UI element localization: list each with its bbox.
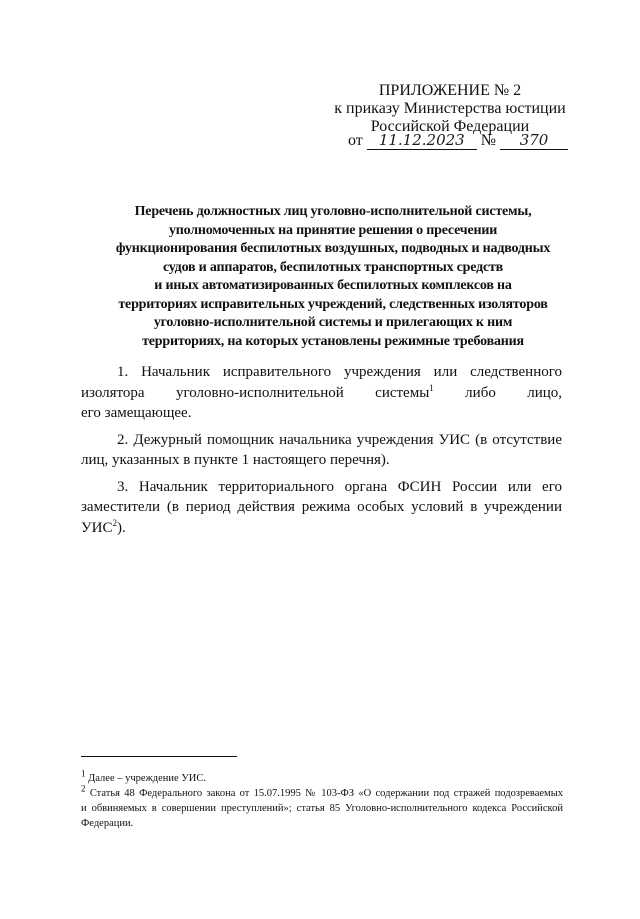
title-line: и иных автоматизированных беспилотных комплексов на — [154, 278, 512, 293]
footnote-ref-1: 1 — [429, 382, 434, 393]
order-date-number-line — [348, 131, 568, 150]
title-line: территориях исправительных учреждений, следственных изоляторов — [118, 296, 548, 312]
item-3-line-3-tail: ). — [116, 519, 126, 536]
appendix-header — [320, 82, 580, 136]
title-line: судов и аппаратов, беспилотных транспортных средств — [162, 259, 504, 275]
title-line: уполномоченных на принятие решения о пресечении — [168, 222, 498, 238]
item-3-line-1: 3. Начальник территориального органа ФСИН России или его — [117, 478, 562, 495]
date-prefix: от — [348, 132, 363, 149]
footnote-2-text-1: Статья 48 Федерального закона от 15.07.1995 № 103-ФЗ «О содержании под стражей подозреваемых — [85, 788, 563, 799]
footnote-divider — [81, 756, 237, 757]
handwritten-date: 11.12.2023 — [367, 131, 477, 150]
footnote-2-line-3: Федерации. — [81, 818, 134, 829]
handwritten-number: 370 — [500, 131, 568, 150]
item-1-line-2 — [81, 383, 562, 404]
item-2-line-1: 2. Дежурный помощник начальника учреждения УИС (в отсутствие — [117, 431, 562, 448]
item-2-line-2: лиц, указанных в пункте 1 настоящего перечня). — [81, 452, 390, 468]
footnote-2-line-2: и обвиняемых в совершении преступлений»; статья 85 Уголовно-исполнительного кодекса Российской — [81, 803, 563, 814]
footnote-ref-2: 2 — [112, 517, 117, 528]
item-1-line-2-text: изолятора уголовно-исполнительной системы — [81, 384, 430, 401]
footnote-1-text: Далее – учреждение УИС. — [85, 773, 206, 784]
appendix-federation: Российской Федерации — [370, 118, 530, 135]
number-prefix: № — [480, 132, 497, 149]
title-line: Перечень должностных лиц уголовно-исполнительной системы, — [134, 204, 532, 219]
list-item-2 — [81, 430, 562, 471]
title-line: уголовно-исполнительной системы и прилегающих к ним — [153, 315, 513, 330]
list-item-3 — [81, 477, 562, 539]
footnote-mark-1: 1 — [81, 768, 86, 779]
appendix-order-ref: к приказу Министерства юстиции — [334, 100, 566, 117]
list-item-1 — [81, 362, 562, 424]
title-line: территориях, на которых установлены режимные требования — [142, 333, 524, 349]
footnote-2-line-1 — [81, 783, 563, 801]
footnote-mark-2: 2 — [81, 783, 86, 794]
item-3-line-3-text: УИС — [81, 519, 113, 536]
item-1-line-3: его замещающее. — [81, 405, 192, 421]
footnote-1 — [81, 768, 563, 786]
title-line: функционирования беспилотных воздушных, подводных и надводных — [115, 241, 551, 256]
appendix-title: ПРИЛОЖЕНИЕ № 2 — [378, 82, 522, 99]
item-3-line-3 — [81, 518, 562, 539]
item-3-line-2: заместители (в период действия режима особых условий в учреждении — [81, 499, 562, 515]
item-1-line-1: 1. Начальник исправительного учреждения или следственного — [117, 364, 562, 380]
item-1-line-2-tail: либо лицо, — [433, 384, 563, 401]
document-title — [88, 203, 578, 351]
document-body — [81, 362, 562, 538]
footnotes — [81, 768, 563, 831]
